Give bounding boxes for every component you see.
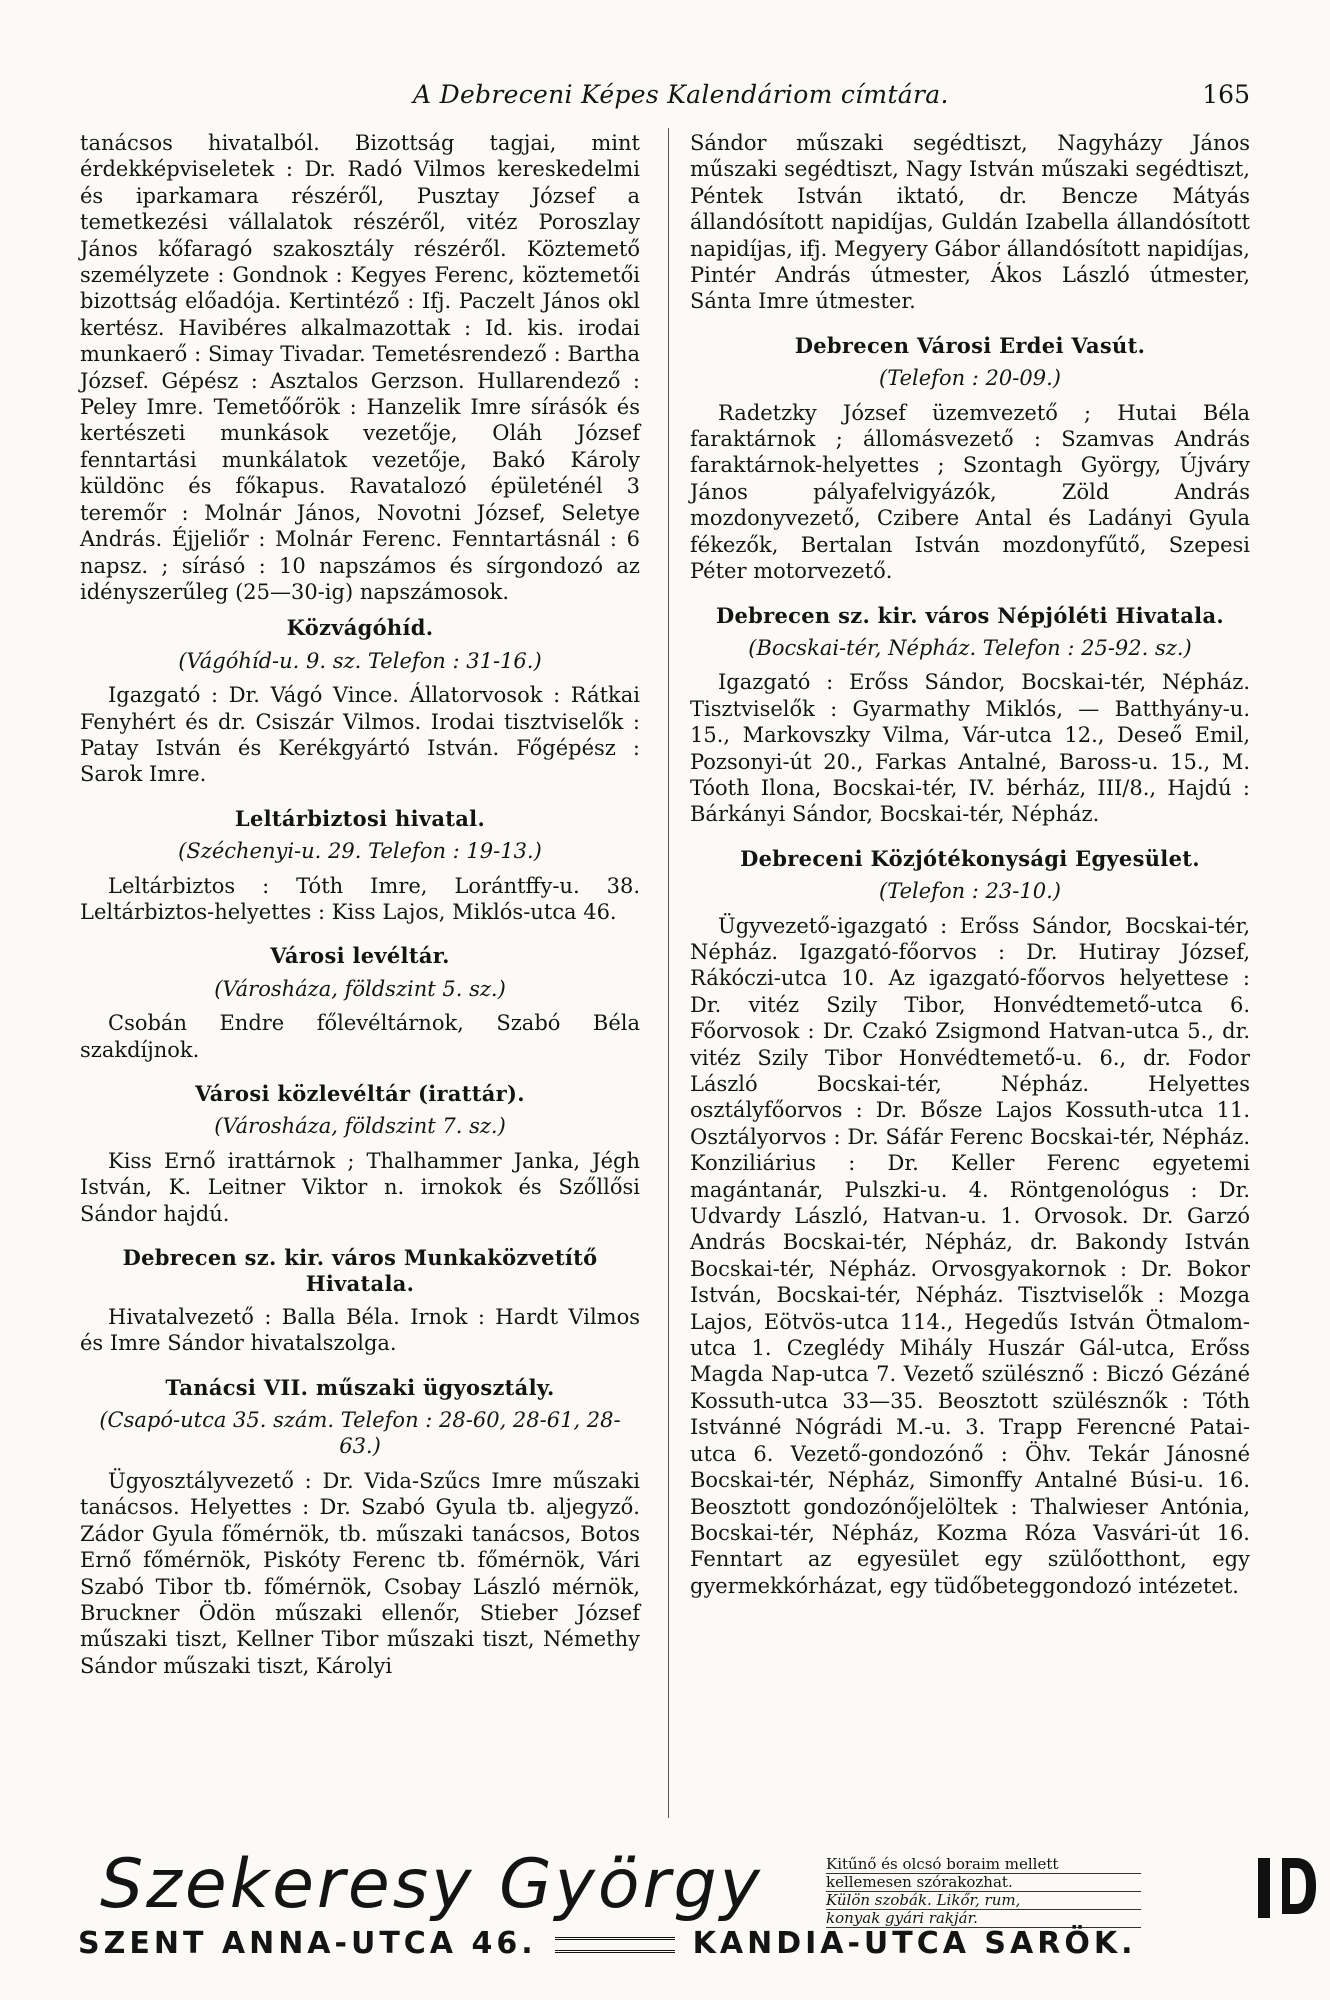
- right-column: [690, 130, 1250, 1599]
- ad-address-left: SZENT ANNA-UTCA 46.: [78, 1926, 537, 1961]
- section-title-kozjotekonysagi: Debreceni Közjótékonysági Egyesület.: [740, 845, 1200, 871]
- section-address-muszaki-ugyosztaly: (Csapó-utca 35. szám. Telefon : 28-60, 28-61, 28-63.): [99, 1408, 621, 1459]
- section-body-kozvagohid: Igazgató : Dr. Vágó Vince. Állatorvosok : Rátkai Fenyhért és dr. Csiszár Vilmos. Irodai tisztviselők : Patay István és Kerékgyártó István. Főgépész : Sarok Imre.: [80, 683, 640, 787]
- ad-tagline: [826, 1856, 1141, 1928]
- section-address-leveltar: (Városháza, földszint 5. sz.): [214, 976, 506, 1001]
- section-body-erdei-vasut: Radetzky József üzemvezető ; Hutai Béla faraktárnok ; állomásvezető : Szamvas András faraktárnok-helyettes ; Szontagh György, Újváry János pályafelvigyázók, Zöld András mozdonyvezető, Czibere Antal és Ladányi Gyula fékezők, Bertalan István mozdonyfűtő, Szepesi Péter motorvezető.: [690, 400, 1250, 584]
- section-address-kozvagohid: (Vágóhíd-u. 9. sz. Telefon : 31-16.): [178, 648, 542, 673]
- left-column: [80, 130, 640, 1679]
- advertisement: [78, 1845, 1250, 1961]
- section-title-kozleveltar: Városi közlevéltár (irattár).: [195, 1081, 525, 1106]
- ad-tagline-line: Kitűnő és olcsó boraim mellett: [826, 1856, 1141, 1874]
- ad-logo-icon: [1278, 1854, 1318, 1918]
- section-body-muszaki-ugyosztaly: Ügyosztályvezető : Dr. Vida-Szűcs Imre műszaki tanácsos. Helyettes : Dr. Szabó Gyula tb. aljegyző. Zádor Gyula főmérnök, tb. műszaki tanácsos, Botos Ernő főmérnök, Piskóty Ferenc tb. főmérnök, Vári Szabó Tibor tb. főmérnök, Csobay László mérnök, Bruckner Ödön műszaki ellenőr, Stieber József műszaki tiszt, Kellner Tibor műszaki tiszt, Némethy Sándor műszaki tiszt, Károlyi: [80, 1468, 640, 1678]
- section-address-kozleveltar: (Városháza, földszint 7. sz.): [214, 1114, 506, 1139]
- ad-tagline-line: konyak gyári rakjár.: [826, 1910, 1141, 1928]
- section-body-kozjotekonysagi: Ügyvezető-igazgató : Erőss Sándor, Bocskai-tér, Népház. Igazgató-főorvos : Dr. Hutiray József, Rákóczi-utca 10. Az igazgató-főorvos helyettese : Dr. vitéz Szily Tibor, Honvédtemető-utca 6. Főorvosok : Dr. Czakó Zsigmond Hatvan-utca 5., dr. vitéz Szily Tibor Honvédtemető-u. 6., dr. Fodor László Bocskai-tér, Népház. Helyettes osztályfőorvos : Dr. Bősze Lajos Kossuth-utca 11. Osztályorvos : Dr. Sáfár Ferenc Bocskai-tér, Népház. Konziliárius : Dr. Keller Ferenc egyetemi magántanár, Pulszki-u. 4. Röntgenológus : Dr. Udvardy László, Hatvan-u. 1. Orvosok. Dr. Garzó András Bocskai-tér, Népház, dr. Bakondy István Bocskai-tér, Népház. Orvosgyakornok : Dr. Bokor István, Bocskai-tér, Népház. Tisztviselők : Mozga Lajos, Eötvös-utca 114., Hegedűs István Ötmalom-utca 1. Czeglédy Mihály Huszár Gál-utca, Erőss Magda Nap-utca 7. Vezető szülésznő : Biczó Gézáné Kossuth-utca 33—35. Beosztott szülésznők : Tóth Istvánné Nógrádi M.-u. 3. Trapp Ferencné Patai-utca 6. Vezető-gondozónő : Öhv. Tekár Jánosné Bocskai-tér, Népház, Simonffy Antalné Búsi-u. 16. Beosztott gondozónőjelöltek : Thalwieser Antónia, Bocskai-tér, Népház, Kozma Róza Vasvári-út 16. Fenntart az egyesület egy szülőotthont, egy gyermekkórházat, egy tüdőbeteggondozó intézetet.: [690, 913, 1250, 1598]
- section-address-kozjotekonysagi: (Telefon : 23-10.): [879, 879, 1061, 904]
- section-address-nepjoleti: (Bocskai-tér, Népház. Telefon : 25-92. sz.): [748, 635, 1192, 660]
- left-intro-paragraph: tanácsos hivatalból. Bizottság tagjai, mint érdekképviseletek : Dr. Radó Vilmos kereskedelmi és iparkamara részéről, Pusztay József a temetkezési vállalatok részéről, vitéz Poroszlay János kőfaragó szakosztály részéről. Köztemető személyzete : Gondnok : Kegyes Ferenc, köztemetői bizottság előadója. Kertintéző : Ifj. Paczelt János okl kertész. Havibéres alkalmazottak : Id. kis. irodai munkaerő : Simay Tivadar. Temetésrendező : Bartha József. Gépész : Asztalos Gerzson. Hullarendező : Peley Imre. Temetőőrök : Hanzelik Imre sírásók és kertészeti munkások vezetője, Oláh József fenntartási munkálatok vezetője, Bakó Károly küldönc és főkapus. Ravatalozó épületénél 3 teremőr : Molnár János, Novotni József, Seletye András. Éjjeliőr : Molnár Ferenc. Fenntartásnál : 6 napsz. ; sírásó : 10 napszámos és sírgondozó az idényszerűleg (25—30-ig) napszámosok.: [80, 131, 640, 604]
- ad-address-right: KANDIA-UTCA SARÖK.: [692, 1926, 1137, 1961]
- section-title-nepjoleti: Debrecen sz. kir. város Népjóléti Hivatala.: [716, 602, 1224, 628]
- section-body-nepjoleti: Igazgató : Erőss Sándor, Bocskai-tér, Népház. Tisztviselők : Gyarmathy Miklós, — Batthyány-u. 15., Markovszky Vilma, Vár-utca 12., Deseő Emil, Pozsonyi-út 20., Farkas Antalné, Baross-u. 15., M. Tóoth Ilona, Bocskai-tér, IV. bérház, III/8., Hajdú : Bárkányi Sándor, Bocskai-tér, Népház.: [690, 670, 1250, 827]
- running-title: A Debreceni Képes Kalendáriom címtára.: [413, 80, 949, 109]
- ad-business-name: Szekeresy György: [100, 1845, 763, 1924]
- ad-tagline-line: Külön szobák. Likőr, rum,: [826, 1892, 1141, 1910]
- right-intro-paragraph: Sándor műszaki segédtiszt, Nagyházy János műszaki segédtiszt, Nagy István műszaki segédtiszt, Péntek István iktató, dr. Bencze Mátyás állandósított napidíjas, Guldán Izabella állandósított napidíjas, ifj. Megyery Gábor állandósított napidíjas, Pintér András útmester, Ákos László útmester, Sánta Imre útmester.: [690, 131, 1250, 314]
- column-divider: [668, 128, 669, 1818]
- section-title-munkakozvetito: Debrecen sz. kir. város Munkaközvetítő Hivatala.: [122, 1245, 598, 1297]
- section-body-leveltar: Csobán Endre főlevéltárnok, Szabó Béla szakdíjnok.: [80, 1011, 640, 1062]
- ad-tagline-line: kellemesen szórakozhat.: [826, 1874, 1141, 1892]
- ad-decorative-bar: [1258, 1858, 1270, 1918]
- section-address-leltarbiztosi: (Széchenyi-u. 29. Telefon : 19-13.): [178, 839, 542, 864]
- page-number: 165: [1202, 80, 1250, 109]
- ad-address: [78, 1926, 1250, 1961]
- page-header: [78, 80, 1250, 120]
- section-title-erdei-vasut: Debrecen Városi Erdei Vasút.: [794, 332, 1146, 358]
- section-address-erdei-vasut: (Telefon : 20-09.): [879, 366, 1061, 391]
- section-body-munkakozvetito: Hivatalvezető : Balla Béla. Irnok : Hardt Vilmos és Imre Sándor hivatalszolga.: [80, 1304, 640, 1356]
- section-title-leveltar: Városi levéltár.: [270, 943, 450, 969]
- section-title-kozvagohid: Közvágóhíd.: [286, 615, 434, 641]
- section-body-kozleveltar: Kiss Ernő irattárnok ; Thalhammer Janka, Jégh István, K. Leitner Viktor n. irnokok és Szőllősi Sándor hajdú.: [80, 1148, 640, 1226]
- section-body-leltarbiztosi: Leltárbiztos : Tóth Imre, Lorántffy-u. 38. Leltárbiztos-helyettes : Kiss Lajos, Miklós-utca 46.: [80, 873, 640, 924]
- section-title-muszaki-ugyosztaly: Tanácsi VII. műszaki ügyosztály.: [165, 1374, 555, 1400]
- ad-address-separator: [555, 1937, 675, 1953]
- section-title-leltarbiztosi: Leltárbiztosi hivatal.: [234, 805, 486, 831]
